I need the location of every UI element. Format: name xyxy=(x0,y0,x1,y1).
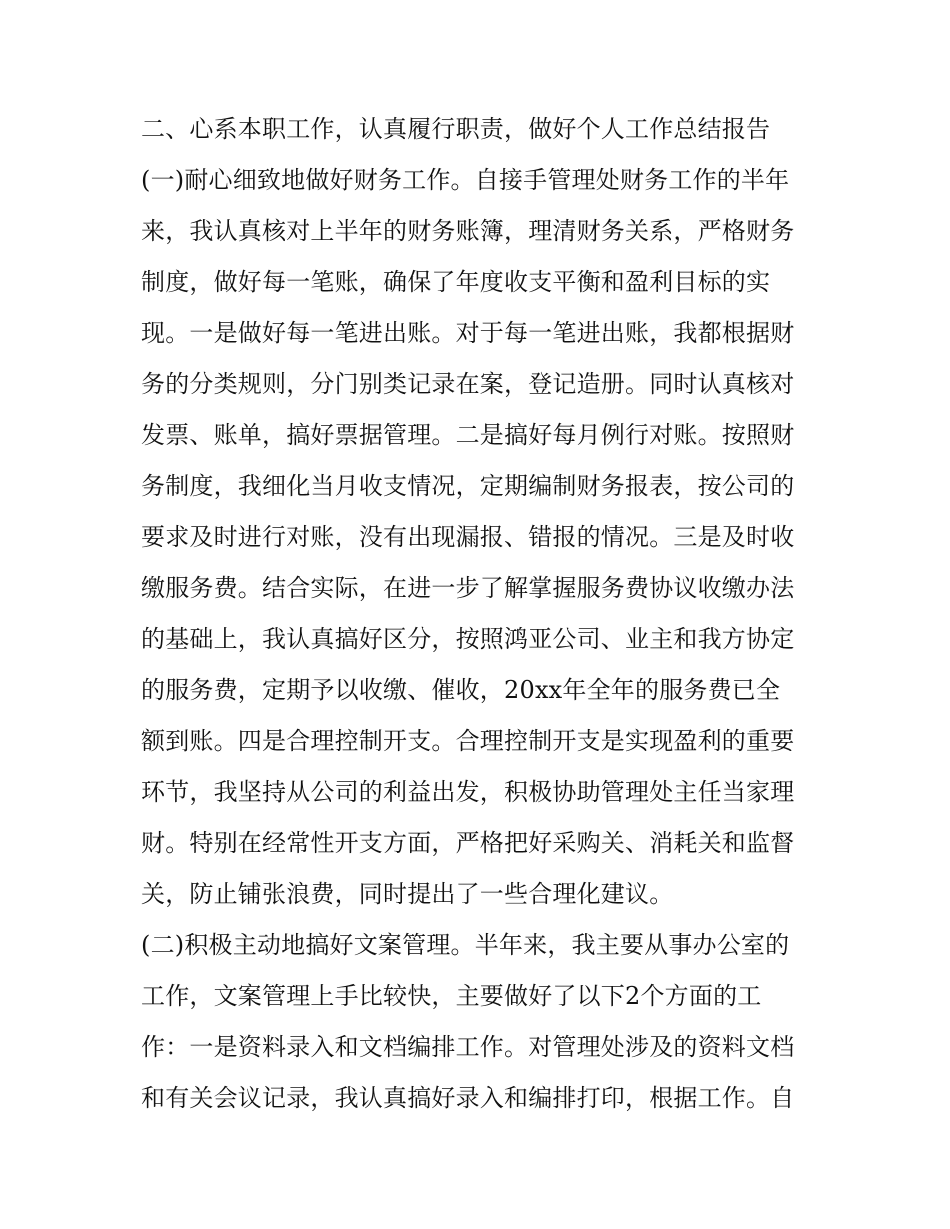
text-line: 务制度，我细化当月收支情况，定期编制财务报表，按公司的 xyxy=(141,472,795,500)
text-line: 发票、账单，搞好票据管理。二是搞好每月例行对账。按照财 xyxy=(141,421,795,449)
text-line: 制度，做好每一笔账，确保了年度收支平衡和盈利目标的实 xyxy=(141,268,771,296)
text-line: 现。一是做好每一笔进出账。对于每一笔进出账，我都根据财 xyxy=(141,319,795,347)
text-line: 关，防止铺张浪费，同时提出了一些合理化建议。 xyxy=(141,880,674,908)
text-line: 和有关会议记录，我认真搞好录入和编排打印，根据工作。自 xyxy=(141,1084,795,1112)
text-line: 务的分类规则，分门别类记录在案，登记造册。同时认真核对 xyxy=(141,370,795,398)
text-line: (一)耐心细致地做好财务工作。自接手管理处财务工作的半年 xyxy=(141,166,790,194)
text-line: 的服务费，定期予以收缴、催收，20xx年全年的服务费已全 xyxy=(141,676,781,704)
text-line: 作：一是资料录入和文档编排工作。对管理处涉及的资料文档 xyxy=(141,1033,795,1061)
text-line: 缴服务费。结合实际，在进一步了解掌握服务费协议收缴办法 xyxy=(141,574,795,602)
text-line: 额到账。四是合理控制开支。合理控制开支是实现盈利的重要 xyxy=(141,727,795,755)
text-line: 的基础上，我认真搞好区分，按照鸿亚公司、业主和我方协定 xyxy=(141,625,795,653)
text-line: 工作，文案管理上手比较快，主要做好了以下2个方面的工 xyxy=(141,982,762,1010)
text-line: 环节，我坚持从公司的利益出发，积极协助管理处主任当家理 xyxy=(141,778,795,806)
text-line: 要求及时进行对账，没有出现漏报、错报的情况。三是及时收 xyxy=(141,523,795,551)
text-line: 财。特别在经常性开支方面，严格把好采购关、消耗关和监督 xyxy=(141,829,795,857)
text-line: (二)积极主动地搞好文案管理。半年来，我主要从事办公室的 xyxy=(141,931,790,959)
section-heading: 二、心系本职工作，认真履行职责，做好个人工作总结报告 xyxy=(141,115,771,143)
document-body xyxy=(141,104,821,1124)
text-line: 来，我认真核对上半年的财务账簿，理清财务关系，严格财务 xyxy=(141,217,795,245)
